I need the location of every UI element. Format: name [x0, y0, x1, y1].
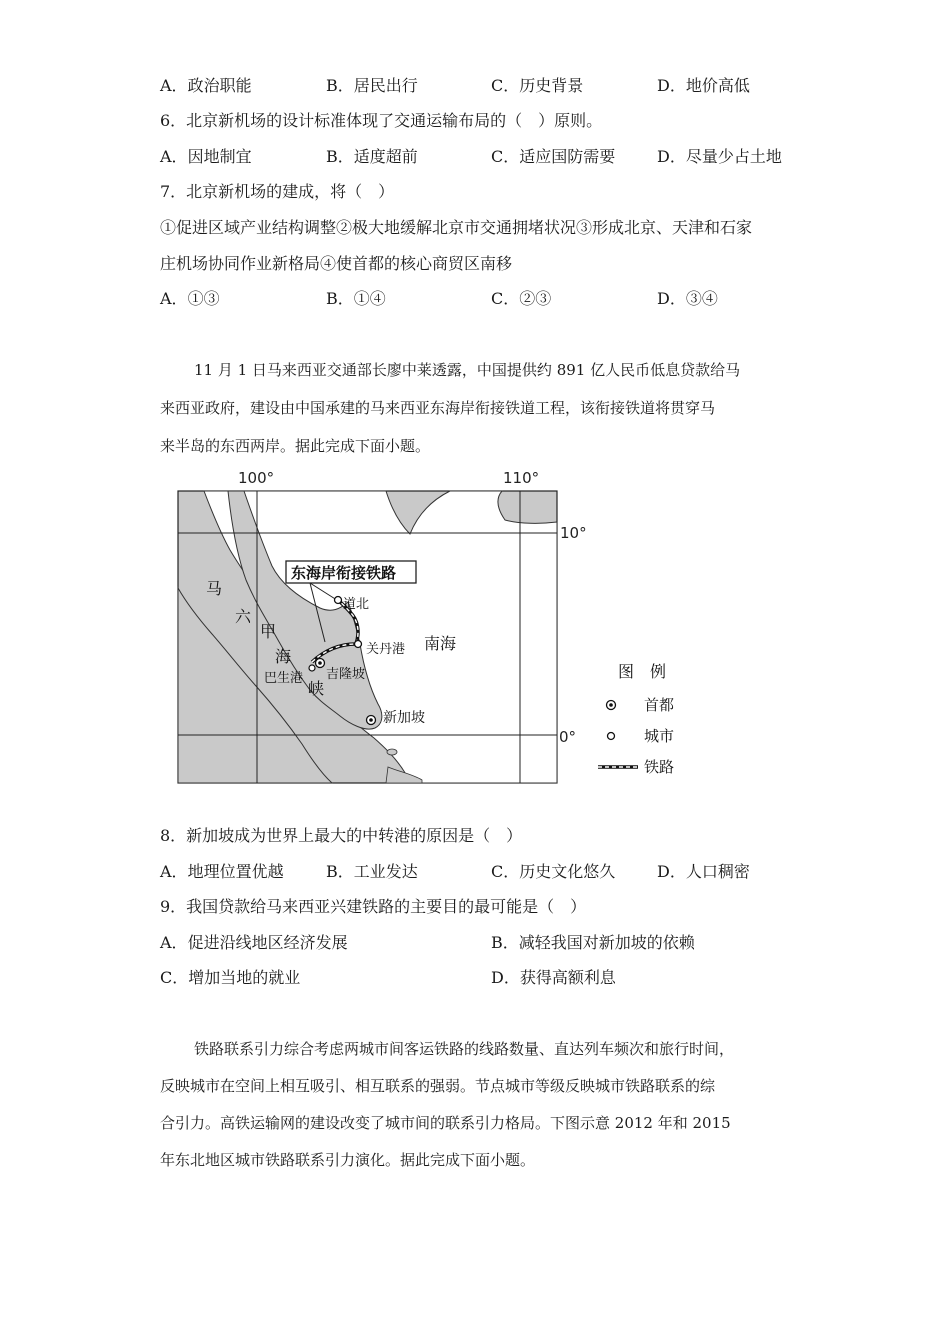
city-marker-tumpat: [335, 597, 342, 604]
q6-stem: 6．北京新机场的设计标准体现了交通运输布局的（ ）原则。: [160, 111, 603, 130]
passage2-line-3: 合引力。高铁运输网的建设改变了城市间的联系引力格局。下图示意 2012 年和 2015: [160, 1114, 731, 1132]
passage1-line-3: 来半岛的东西两岸。据此完成下面小题。: [160, 437, 431, 455]
q5-option-c[interactable]: C．历史背景: [491, 76, 584, 95]
legend-city-label: 城市: [644, 727, 675, 745]
city-label-kl: 吉隆坡: [326, 667, 366, 682]
q9-option-d[interactable]: D．获得高额利息: [491, 968, 616, 987]
q6-option-c[interactable]: C．适应国防需要: [491, 147, 616, 166]
strait-char-4: 海: [275, 647, 292, 666]
passage2-line-2: 反映城市在空间上相互吸引、相互联系的强弱。节点城市等级反映城市铁路联系的综: [160, 1077, 716, 1095]
sea-label: 南海: [424, 634, 457, 653]
q6-option-b[interactable]: B．适度超前: [326, 147, 418, 166]
capital-marker-singapore-dot: [369, 718, 373, 722]
q8-option-b[interactable]: B．工业发达: [326, 862, 418, 881]
passage1-line-2: 来西亚政府，建设由中国承建的马来西亚东海岸衔接铁道工程，该衔接铁道将贯穿马: [160, 399, 716, 417]
rail-callout-label: 东海岸衔接铁路: [291, 564, 397, 582]
q7-statements-line-2: 庄机场协同作业新格局④使首都的核心商贸区南移: [160, 254, 513, 273]
q5-option-a[interactable]: A．政治职能: [160, 76, 252, 95]
city-marker-kuantan: [355, 641, 362, 648]
strait-char-3: 甲: [260, 622, 277, 641]
lon-label-100: 100°: [238, 469, 275, 487]
lon-label-110: 110°: [503, 469, 540, 487]
city-marker-klang: [309, 665, 315, 671]
q7-option-c[interactable]: C．②③: [491, 289, 552, 308]
q7-stem: 7．北京新机场的建成，将（ ）: [160, 182, 395, 201]
city-label-tumpat: 道北: [343, 597, 370, 612]
legend-capital-label: 首都: [644, 696, 675, 714]
passage1-line-1: 11 月 1 日马来西亚交通部长廖中莱透露，中国提供约 891 亿人民币低息贷款给马: [194, 361, 741, 379]
passage2-line-4: 年东北地区城市铁路联系引力演化。据此完成下面小题。: [160, 1151, 536, 1169]
passage2-line-1: 铁路联系引力综合考虑两城市间客运铁路的线路数量、直达列车频次和旅行时间，: [194, 1040, 735, 1058]
q7-option-d[interactable]: D．③④: [657, 289, 718, 308]
q9-option-b[interactable]: B．减轻我国对新加坡的依赖: [491, 933, 695, 952]
q7-option-a[interactable]: A．①③: [160, 289, 220, 308]
city-label-singapore: 新加坡: [383, 710, 425, 726]
city-label-klang: 巴生港: [264, 671, 304, 686]
q5-option-b[interactable]: B．居民出行: [326, 76, 418, 95]
q6-option-a[interactable]: A．因地制宜: [160, 147, 252, 166]
strait-char-2: 六: [235, 607, 252, 626]
q8-stem: 8．新加坡成为世界上最大的中转港的原因是（ ）: [160, 826, 523, 845]
capital-marker-kl-dot: [318, 661, 322, 665]
q8-option-c[interactable]: C．历史文化悠久: [491, 862, 616, 881]
legend-title: 图 例: [618, 662, 667, 681]
lat-label-0: 0°: [559, 728, 577, 746]
q6-option-d[interactable]: D．尽量少占土地: [657, 147, 782, 166]
q8-option-d[interactable]: D．人口稠密: [657, 862, 750, 881]
q9-option-c[interactable]: C．增加当地的就业: [160, 968, 301, 987]
legend-rail-label: 铁路: [644, 758, 675, 776]
malaysia-east-coast-rail-map: [160, 462, 700, 792]
city-label-kuantan: 关丹港: [366, 642, 406, 657]
strait-char-1: 马: [206, 579, 223, 598]
map-legend: [598, 662, 674, 776]
q8-option-a[interactable]: A．地理位置优越: [160, 862, 284, 881]
q5-option-d[interactable]: D．地价高低: [657, 76, 750, 95]
q7-statements-line-1: ①促进区域产业结构调整②极大地缓解北京市交通拥堵状况③形成北京、天津和石家: [160, 218, 753, 237]
lat-label-10: 10°: [560, 524, 587, 542]
q7-option-b[interactable]: B．①④: [326, 289, 386, 308]
riau-island: [387, 749, 397, 755]
legend-capital-symbol-dot: [609, 703, 613, 707]
q9-stem: 9．我国贷款给马来西亚兴建铁路的主要目的最可能是（ ）: [160, 897, 587, 916]
q9-option-a[interactable]: A．促进沿线地区经济发展: [160, 933, 348, 952]
strait-char-5: 峡: [308, 679, 325, 698]
legend-city-symbol: [608, 733, 615, 740]
